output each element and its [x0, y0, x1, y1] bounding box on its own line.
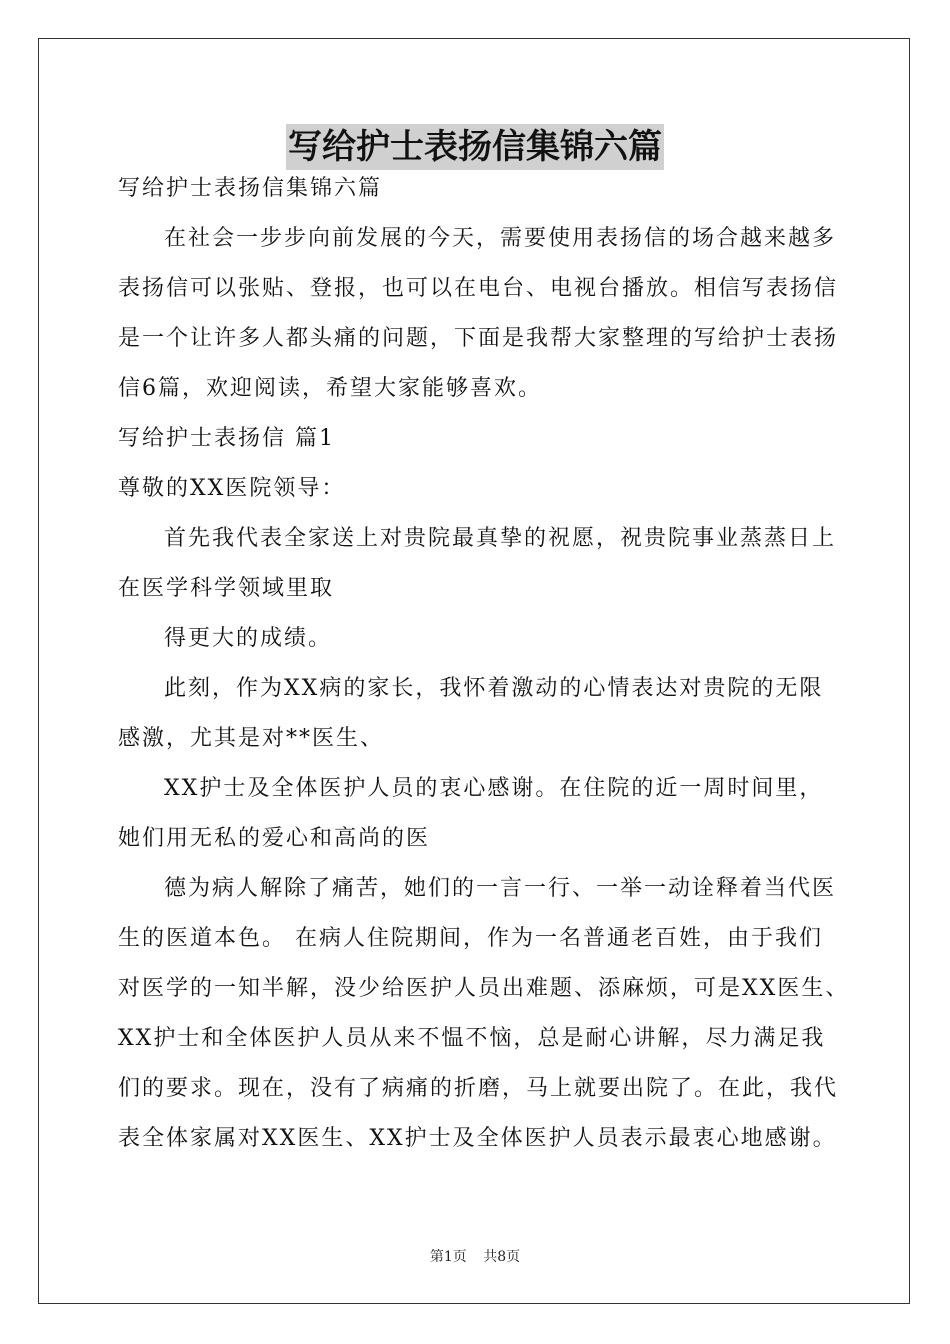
text-line: 写给护士表扬信集锦六篇: [118, 176, 383, 201]
text-line: 表扬信可以张贴、登报，也可以在电台、电视台播放。相信写表扬信: [118, 276, 839, 301]
text-line: 她们用无私的爱心和高尚的医: [118, 826, 431, 851]
title-container: [0, 124, 950, 170]
text-line: 写给护士表扬信 篇1: [118, 426, 335, 451]
text-line: 尊敬的XX医院领导：: [118, 476, 346, 501]
text-line: 感激，尤其是对**医生、: [118, 726, 385, 751]
text-line: 在社会一步步向前发展的今天，需要使用表扬信的场合越来越多: [164, 226, 837, 251]
text-line: 对医学的一知半解，没少给医护人员出难题、添麻烦，可是XX医生、: [118, 976, 850, 1001]
text-line: 德为病人解除了痛苦，她们的一言一行、一举一动诠释着当代医: [164, 876, 837, 901]
text-line: XX护士及全体医护人员的衷心感谢。在住院的近一周时间里，: [164, 776, 824, 801]
text-line: 生的医道本色。 在病人住院期间，作为一名普通老百姓，由于我们: [118, 926, 823, 951]
text-line: 首先我代表全家送上对贵院最真挚的祝愿，祝贵院事业蒸蒸日上: [164, 526, 837, 551]
text-line: 们的要求。现在，没有了病痛的折磨，马上就要出院了。在此，我代: [118, 1076, 839, 1101]
text-line: 此刻，作为XX病的家长，我怀着激动的心情表达对贵院的无限: [164, 676, 824, 701]
text-line: 是一个让许多人都头痛的问题，下面是我帮大家整理的写给护士表扬: [118, 326, 839, 351]
document-title: 写给护士表扬信集锦六篇: [286, 124, 664, 170]
page-number: 第1页: [429, 1249, 467, 1265]
text-line: 得更大的成绩。: [164, 626, 333, 651]
page-footer: [0, 1246, 950, 1266]
text-line: 在医学科学领域里取: [118, 576, 335, 601]
text-line: 表全体家属对XX医生、XX护士及全体医护人员表示最衷心地感谢。: [118, 1126, 837, 1151]
page-total: 共8页: [483, 1249, 521, 1265]
text-line: XX护士和全体医护人员从来不愠不恼，总是耐心讲解，尽力满足我: [118, 1026, 826, 1051]
document-body: [118, 174, 850, 1154]
text-line: 信6篇，欢迎阅读，希望大家能够喜欢。: [118, 376, 542, 401]
